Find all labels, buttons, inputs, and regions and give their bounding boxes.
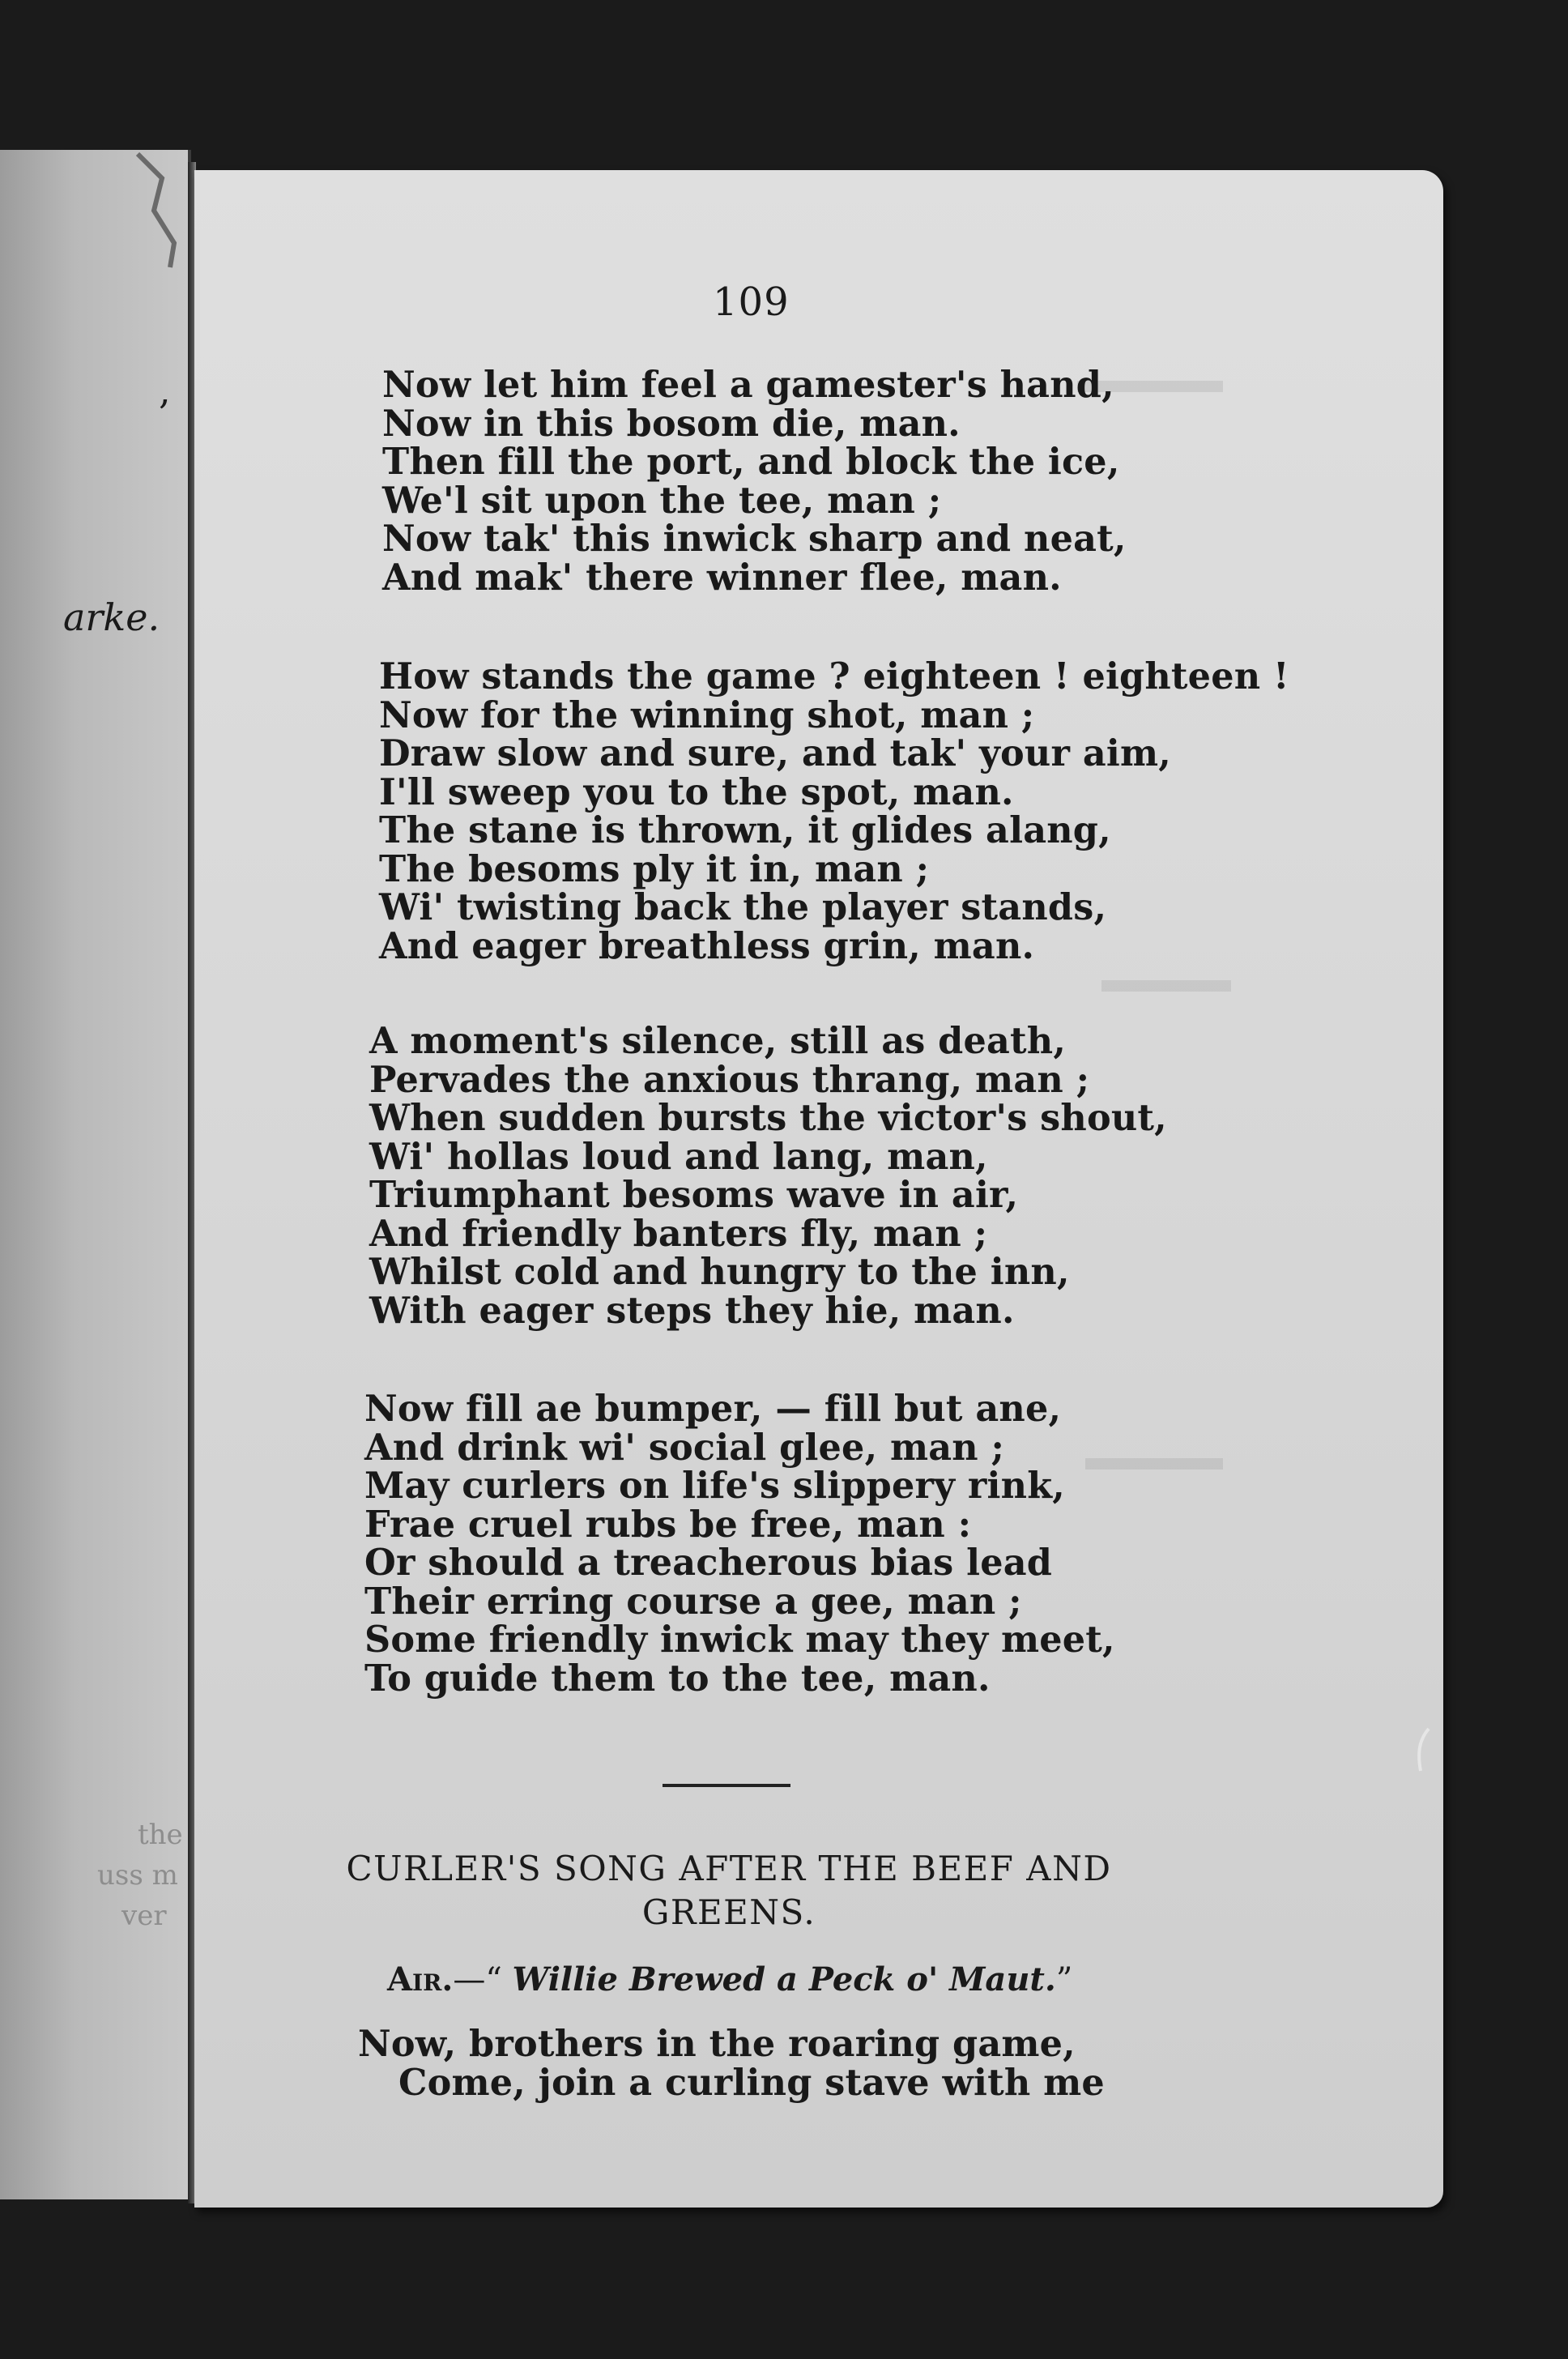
poem-line: Then fill the port, and block the ice, [382,441,1120,483]
poem-line: Draw slow and sure, and tak' your aim, [379,732,1171,774]
poem-line: And eager breathless grin, man. [379,924,1035,967]
left-page-faint-fragment: the [138,1819,183,1851]
poem-stanza [382,366,1127,597]
poem-line: Wi' twisting back the player stands, [379,886,1107,928]
left-page-fragment: , [159,369,171,412]
poem-line: How stands the game ? eighteen ! eighteen ! [379,655,1289,697]
air-tune-title: Willie Brewed a Peck o' Maut. [512,1960,1056,1999]
poem-line: Now for the winning shot, man ; [379,693,1035,736]
poem-stanza [364,1390,1115,1698]
air-close-quote: ” [1055,1961,1073,1999]
poem-line: The besoms ply it in, man ; [379,847,930,890]
poem-stanza [358,2025,1105,2102]
poem-line: We'l sit upon the tee, man ; [382,479,942,522]
binding-tear-mark [130,146,202,275]
poem-line: Pervades the anxious thrang, man ; [369,1058,1090,1101]
poem-line: Triumphant besoms wave in air, [369,1174,1019,1216]
poem-line: With eager steps they hie, man. [369,1289,1015,1332]
song-title-line: GREENS. [641,1892,816,1932]
song-title [292,1847,1166,1935]
poem-line: Now tak' this inwick sharp and neat, [382,518,1127,560]
poem-line: May curlers on life's slippery rink, [364,1465,1065,1507]
previous-page-strip [0,150,191,2199]
poem-line: I'll sweep you to the spot, man. [379,770,1014,813]
poem-stanza [369,1022,1167,1330]
poem-line: Or should a treacherous bias lead [364,1542,1053,1584]
poem-line: Some friendly inwick may they meet, [364,1619,1115,1661]
left-page-fragment: arke. [63,595,160,639]
bleed-through-texture [1101,980,1231,992]
poem-line: And friendly banters fly, man ; [369,1212,988,1255]
page-number: 109 [713,279,790,325]
poem-stanza [379,655,1289,967]
poem-line: The stane is thrown, it glides alang, [379,809,1111,851]
poem-line: Now let him feel a gamester's hand, [382,364,1114,406]
poem-line: And drink wi' social glee, man ; [364,1426,1005,1469]
ink-mark [1411,1726,1435,1774]
air-attribution [387,1960,1072,1999]
air-label: Air. [387,1960,454,1999]
poem-line: When sudden bursts the victor's shout, [369,1097,1167,1139]
poem-line: Now fill ae bumper, — fill but ane, [364,1388,1062,1430]
air-separator: —“ [453,1961,502,1999]
poem-line: Frae cruel rubs be free, man : [364,1503,972,1546]
section-divider [663,1784,790,1787]
left-page-faint-fragment: uss m [97,1859,178,1892]
left-page-faint-fragment: ver [121,1900,167,1932]
song-title-line: CURLER'S SONG AFTER THE BEEF AND [346,1849,1112,1888]
poem-line: A moment's silence, still as death, [369,1020,1067,1062]
poem-line: Whilst cold and hungry to the inn, [369,1251,1070,1293]
poem-line: Now, brothers in the roaring game, [358,2023,1076,2065]
poem-line: Wi' hollas loud and lang, man, [369,1135,988,1178]
poem-line: Come, join a curling stave with me [398,2061,1105,2104]
poem-line: Now in this bosom die, man. [382,402,961,445]
poem-line: To guide them to the tee, man. [364,1657,991,1700]
poem-line: Their erring course a gee, man ; [364,1580,1022,1623]
poem-line: And mak' there winner flee, man. [382,556,1062,599]
